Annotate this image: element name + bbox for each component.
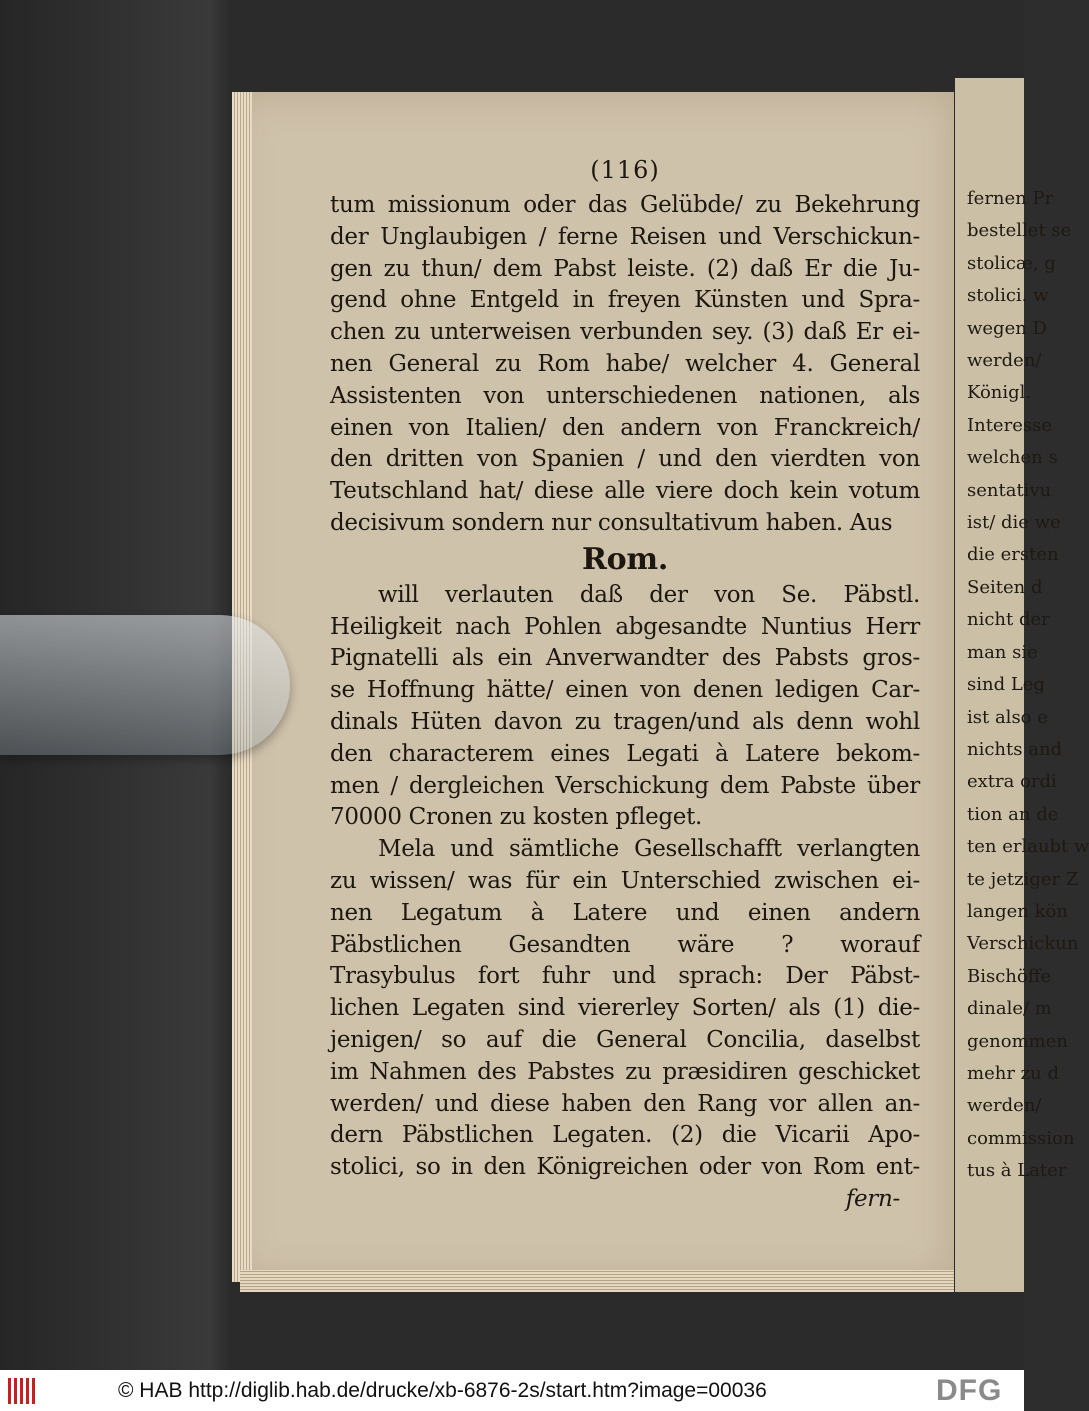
facing-page-line: extra ordi: [967, 771, 1057, 793]
text-line: nen Legatum à Latere und einen andern: [330, 899, 920, 926]
facing-page-line: dinale/ m: [967, 998, 1052, 1020]
text-line: dern Päbstlichen Legaten. (2) die Vicarii Apo-: [330, 1122, 920, 1149]
text-line: decisivum sondern nur consultativum haben. Aus: [330, 509, 893, 536]
facing-page-line: nichts and: [967, 738, 1063, 760]
facing-page-line: genommen: [967, 1030, 1068, 1052]
facing-page-line: mehr zu d: [967, 1062, 1059, 1084]
text-line: dinals Hüten davon zu tragen/und als denn wohl: [330, 708, 920, 735]
facing-page-line: Seiten d: [967, 576, 1043, 598]
footer-bar: [0, 1370, 1024, 1411]
text-line: einen von Italien/ den andern von Franckreich/: [330, 414, 920, 441]
text-line: Assistenten von unterschiedenen nationen, als: [330, 382, 920, 409]
text-line: der Unglaubigen / ferne Reisen und Verschickun-: [330, 223, 920, 250]
facing-page-line: die ersten: [967, 544, 1059, 566]
text-line: tum missionum oder das Gelübde/ zu Bekehrung: [330, 192, 920, 218]
facing-page-line: nicht der: [967, 609, 1050, 631]
text-line: Mela und sämtliche Gesellschafft verlangten: [378, 836, 920, 863]
facing-page-line: Verschickun: [967, 933, 1079, 955]
facing-page-line: bestellet se: [967, 220, 1072, 242]
text-line: stolici, so in den Königreichen oder von Rom ent-: [330, 1154, 920, 1181]
facing-page-line: ist/ die we: [967, 512, 1061, 534]
text-line: Heiligkeit nach Pohlen abgesandte Nuntius Herr: [330, 613, 920, 640]
text-line: gend ohne Entgeld in freyen Künsten und Spra-: [330, 287, 920, 314]
text-line: 70000 Cronen zu kosten pfleget.: [330, 804, 703, 831]
page-number: (116): [590, 156, 660, 184]
facing-page-line: ist also e: [967, 706, 1048, 728]
text-line: zu wissen/ was für ein Unterschied zwischen ei-: [330, 867, 920, 894]
facing-page-line: commission: [967, 1127, 1075, 1149]
section-heading: Rom.: [582, 541, 668, 577]
facing-page-line: tus à Later: [967, 1160, 1067, 1182]
footer-copyright-link[interactable]: © HAB http://diglib.hab.de/drucke/xb-6876-2s/start.htm?image=00036: [118, 1379, 767, 1402]
library-icon: [8, 1378, 38, 1404]
text-line: Trasybulus fort fuhr und sprach: Der Päbst-: [330, 963, 920, 990]
text-line: nen General zu Rom habe/ welcher 4. General: [330, 350, 920, 377]
facing-page-line: fernen Pr: [967, 188, 1054, 209]
facing-page-line: sentativu: [967, 479, 1052, 501]
text-line: den dritten von Spanien / und den vierdten von: [330, 446, 920, 473]
facing-page-line: langen kön: [967, 900, 1068, 922]
facing-page-line: sind Leg: [967, 674, 1045, 696]
text-line: will verlauten daß der von Se. Päbstl.: [378, 581, 920, 608]
text-line: chen zu unterweisen verbunden sey. (3) daß Er ei-: [330, 319, 920, 346]
facing-page-line: te jetziger Z: [967, 868, 1079, 890]
text-line: gen zu thun/ dem Pabst leiste. (2) daß Er die Ju-: [330, 255, 920, 282]
facing-page-line: tion an de: [967, 803, 1059, 825]
facing-page-line: wegen D: [967, 317, 1047, 339]
text-line: den characterem eines Legati à Latere bekom-: [330, 740, 920, 767]
text-line: im Nahmen des Pabstes zu præsidiren geschicket: [330, 1058, 920, 1085]
text-line: Teutschland hat/ diese alle viere doch kein votum: [330, 478, 920, 505]
text-line: lichen Legaten sind viererley Sorten/ als (1) die-: [330, 995, 920, 1022]
dfg-logo: DFG: [936, 1374, 1003, 1407]
facing-page-fragment: [955, 78, 1089, 1292]
facing-page-line: welchen s: [967, 447, 1058, 469]
facing-page-line: ten erlaubt w: [967, 836, 1089, 858]
facing-page-line: Königl.: [967, 382, 1032, 404]
text-line: men / dergleichen Verschickung dem Pabste über: [330, 772, 920, 799]
bookmark-ribbon: [0, 615, 290, 755]
facing-page-text: [955, 78, 1089, 1188]
facing-page-line: man sie: [967, 641, 1038, 663]
text-lines: [330, 190, 920, 1216]
text-line: se Hoffnung hätte/ einen von denen ledigen Car-: [330, 677, 920, 704]
facing-page-line: Interesse: [967, 414, 1052, 436]
facing-page-line: Bischöffe: [967, 965, 1052, 987]
facing-page-line: stolicæ, g: [967, 252, 1056, 274]
text-line: jenigen/ so auf die General Concilia, daselbst: [330, 1026, 920, 1053]
text-line: Päbstlichen Gesandten wäre ? worauf: [330, 931, 920, 958]
text-line: werden/ und diese haben den Rang vor allen an-: [330, 1090, 920, 1117]
page-text-block: [330, 150, 920, 1216]
page-bottom-edges: [240, 1270, 954, 1292]
facing-page-line: stolici. w: [967, 285, 1049, 307]
catchword: fern-: [845, 1185, 900, 1212]
facing-page-line: werden/: [967, 350, 1042, 372]
text-line: Pignatelli als ein Anverwandter des Pabsts gros-: [330, 645, 920, 672]
facing-page-line: werden/: [967, 1095, 1042, 1117]
